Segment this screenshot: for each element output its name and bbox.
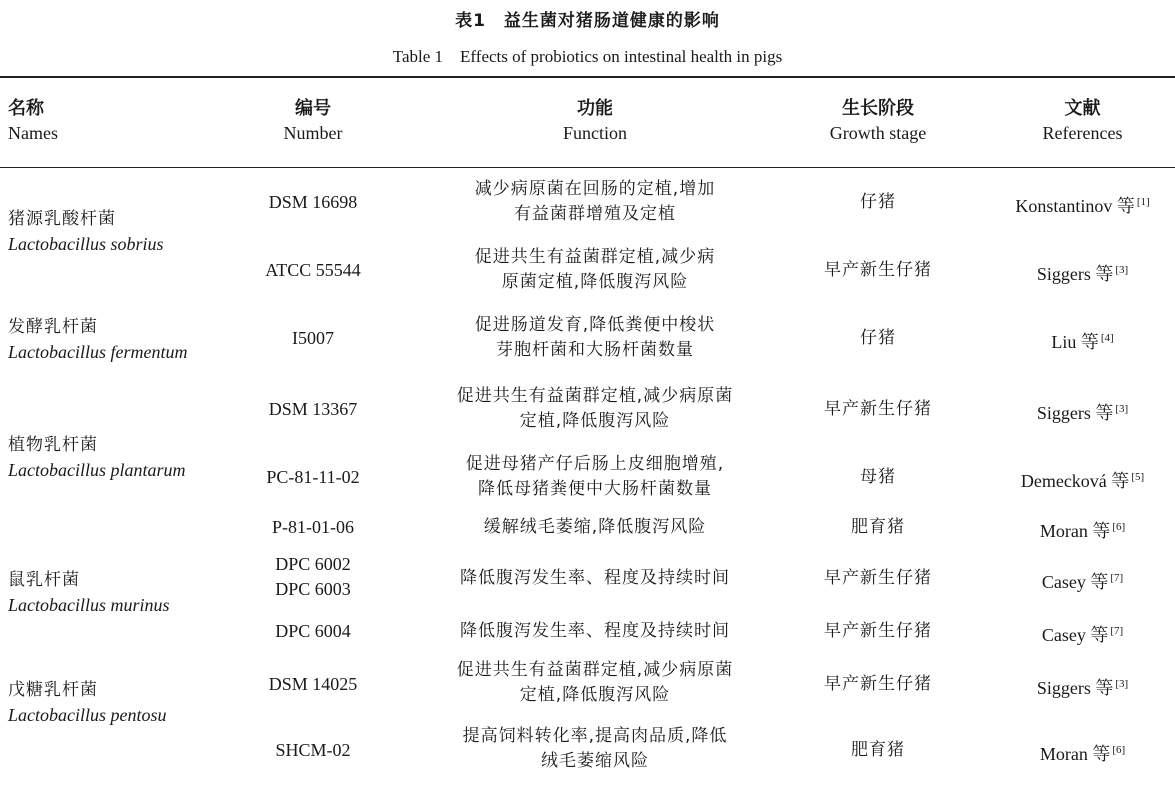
row-number: ATCC 55544 xyxy=(265,260,361,280)
row-function: 降低腹泻发生率、程度及持续时间 xyxy=(460,568,730,588)
row-growth-stage: 早产新生仔猪 xyxy=(824,260,932,280)
row-reference: Siggers 等 [3] xyxy=(1036,264,1129,284)
group-name: 猪源乳酸杆菌 Lactobacillus sobrius xyxy=(8,209,164,254)
row-reference: Casey 等 [7] xyxy=(1041,572,1124,592)
row-growth-stage: 早产新生仔猪 xyxy=(824,674,932,694)
row-function: 促进共生有益菌群定植,减少病 原菌定植,降低腹泻风险 xyxy=(474,247,716,292)
row-growth-stage: 早产新生仔猪 xyxy=(824,399,932,419)
row-function: 促进母猪产仔后肠上皮细胞增殖, 降低母猪粪便中大肠杆菌数量 xyxy=(465,454,725,499)
group-name: 戊糖乳杆菌 Lactobacillus pentosu xyxy=(8,680,167,725)
row-reference: Siggers 等 [3] xyxy=(1036,678,1129,698)
row-reference: Liu 等 [4] xyxy=(1051,332,1114,352)
row-number: DPC 6002 DPC 6003 xyxy=(275,554,351,599)
header-number: 编号 Number xyxy=(283,98,343,143)
row-function: 促进共生有益菌群定植,减少病原菌 定植,降低腹泻风险 xyxy=(456,386,734,431)
row-reference: Moran 等 [6] xyxy=(1039,521,1126,541)
table-title-en: Table 1 Effects of probiotics on intestinal health in pigs xyxy=(392,47,783,66)
group-name: 发酵乳杆菌 Lactobacillus fermentum xyxy=(8,317,188,362)
row-growth-stage: 仔猪 xyxy=(860,192,896,212)
group-name: 鼠乳杆菌 Lactobacillus murinus xyxy=(8,570,170,615)
row-growth-stage: 母猪 xyxy=(860,467,896,487)
header-references: 文献 References xyxy=(1042,98,1123,143)
row-number: DPC 6004 xyxy=(275,621,351,641)
row-function: 缓解绒毛萎缩,降低腹泻风险 xyxy=(483,517,707,537)
row-growth-stage: 仔猪 xyxy=(860,328,896,348)
row-number: I5007 xyxy=(292,328,334,348)
row-number: SHCM-02 xyxy=(275,740,351,760)
row-number: P-81-01-06 xyxy=(272,517,354,537)
group-name: 植物乳杆菌 Lactobacillus plantarum xyxy=(8,435,186,480)
row-reference: Siggers 等 [3] xyxy=(1036,403,1129,423)
row-reference: Casey 等 [7] xyxy=(1041,625,1124,645)
row-reference: Demecková 等 [5] xyxy=(1020,471,1145,491)
row-reference: Konstantinov 等 [1] xyxy=(1015,196,1150,216)
row-number: PC-81-11-02 xyxy=(266,467,360,487)
row-function: 促进共生有益菌群定植,减少病原菌 定植,降低腹泻风险 xyxy=(456,660,734,705)
top-rule xyxy=(0,76,1175,78)
row-growth-stage: 肥育猪 xyxy=(851,517,905,537)
row-number: DSM 14025 xyxy=(268,674,358,694)
row-growth-stage: 早产新生仔猪 xyxy=(824,568,932,588)
row-function: 促进肠道发育,降低粪便中梭状 芽胞杆菌和大肠杆菌数量 xyxy=(474,315,716,360)
row-growth-stage: 肥育猪 xyxy=(851,740,905,760)
row-function: 降低腹泻发生率、程度及持续时间 xyxy=(460,621,730,641)
row-number: DSM 13367 xyxy=(268,399,358,419)
row-reference: Moran 等 [6] xyxy=(1039,744,1126,764)
header-growth-stage: 生长阶段 Growth stage xyxy=(829,98,927,143)
table-title-cn: 表1 益生菌对猪肠道健康的影响 xyxy=(455,11,720,31)
row-growth-stage: 早产新生仔猪 xyxy=(824,621,932,641)
header-rule xyxy=(0,167,1175,168)
header-names: 名称 Names xyxy=(8,98,58,143)
row-number: DSM 16698 xyxy=(268,192,358,212)
row-function: 减少病原菌在回肠的定植,增加 有益菌群增殖及定植 xyxy=(474,179,716,224)
row-function: 提高饲料转化率,提高肉品质,降低 绒毛萎缩风险 xyxy=(462,726,728,771)
header-function: 功能 Function xyxy=(562,98,627,143)
